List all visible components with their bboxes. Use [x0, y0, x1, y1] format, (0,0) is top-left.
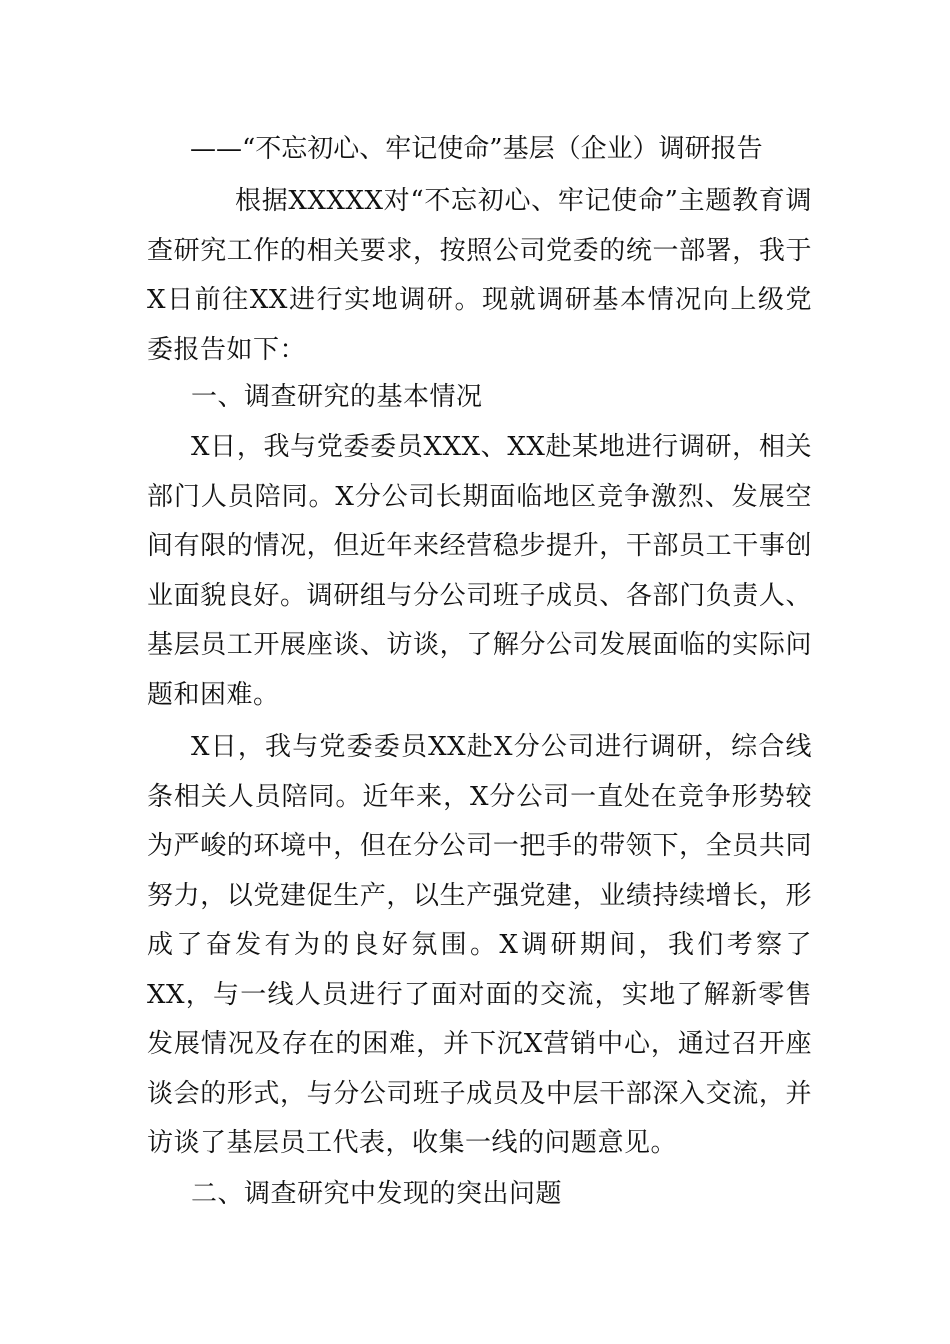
report-subtitle: ——“不忘初心、牢记使命”基层（企业）调研报告	[190, 134, 763, 164]
research-paragraph-second: X日，我与党委委员XX赴X分公司进行调研，综合线条相关人员陪同。近年来，X分公司一直处在竞争形势较为严峻的环境中，但在分公司一把手的带领下，全员共同努力，以党建促生产，以生产强党建，业绩持续增长，形成了奋发有为的良好氛围。X调研期间，我们考察了XX，与一线人员进行了面对面的交流，实地了解新零售发展情况及存在的困难，并下沉X营销中心，通过召开座谈会的形式，与分公司班子成员及中层干部深入交流，并访谈了基层员工代表，收集一线的问题意见。	[147, 732, 812, 1158]
research-paragraph-first: X日，我与党委委员XXX、XX赴某地进行调研，相关部门人员陪同。X分公司长期面临地区竞争激烈、发展空间有限的情况，但近年来经营稳步提升，干部员工干事创业面貌良好。调研组与分公司班子成员、各部门负责人、基层员工开展座谈、访谈，了解分公司发展面临的实际问题和困难。	[147, 432, 812, 710]
intro-paragraph: 根据XXXXX对“不忘初心、牢记使命”主题教育调查研究工作的相关要求，按照公司党委的统一部署，我于X日前往XX进行实地调研。现就调研基本情况向上级党委报告如下：	[147, 186, 812, 365]
section-heading-basic-situation: 一、调查研究的基本情况	[191, 382, 483, 412]
section-heading-problems: 二、调查研究中发现的突出问题	[191, 1179, 563, 1209]
